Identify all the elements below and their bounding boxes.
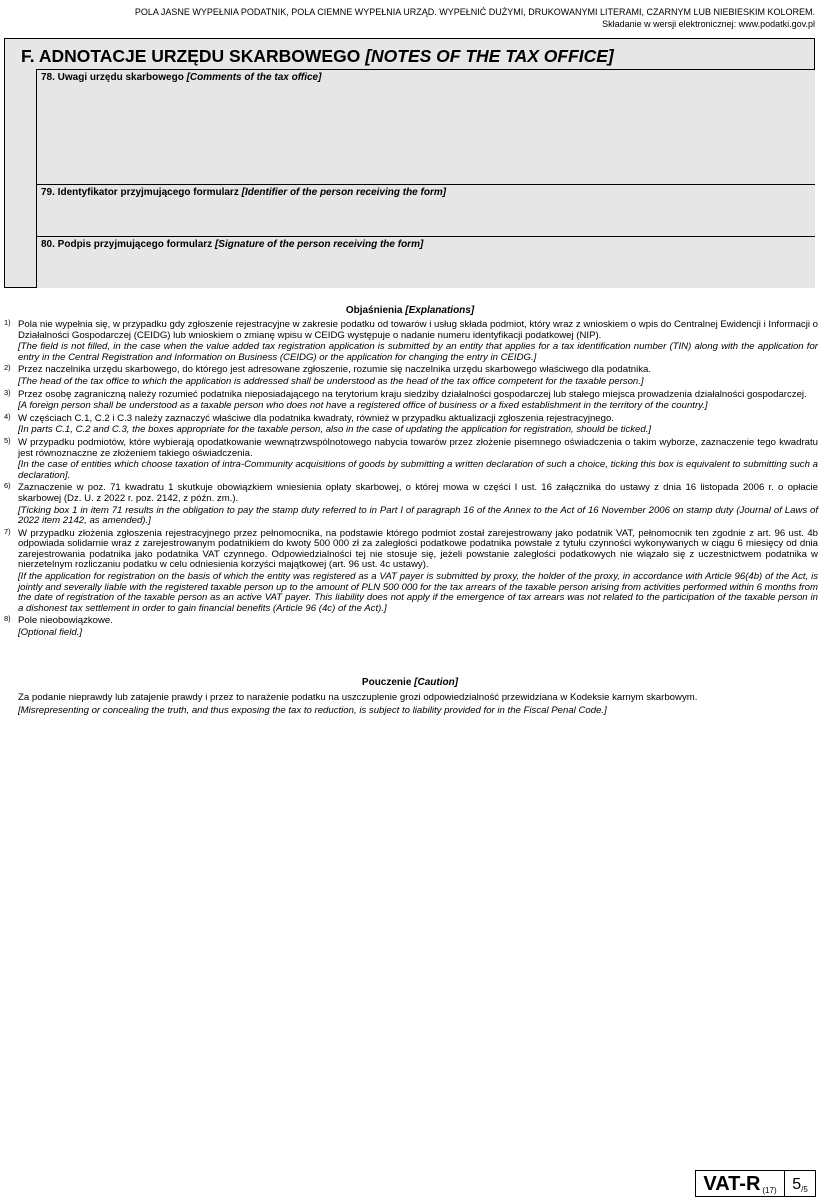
note-text-en: [A foreign person shall be understood as a taxable person who does not have a registered office of business or a fixed establishment in the territory of the country.] <box>18 400 708 412</box>
note-text-en: [Optional field.] <box>18 627 82 639</box>
form-code <box>696 1171 785 1196</box>
note-text-pl: Pola nie wypełnia się, w przypadku gdy zgłoszenie rejestracyjne w zakresie podatku od towarów i usług składa podmiot, który wraz z wnioskiem o wpis do Centralnej Ewidencji i Informacji o Działalności Gospodarczej (CEIDG) lub wnioskiem o zmianę wpisu w CEIDG występuje o nadanie numeru identyfikacji podatkowej (NIP). <box>18 319 818 341</box>
section-f <box>4 38 815 288</box>
field-79-label <box>41 187 446 198</box>
note-5 <box>4 435 818 481</box>
section-f-title-en: [NOTES OF THE TAX OFFICE] <box>365 46 614 66</box>
note-text-en: [Ticking box 1 in item 71 results in the obligation to pay the stamp duty referred to in Part I of paragraph 16 of the Annex to the Act of 16 November 2006 on stamp duty (Journal of Laws of 2022 item 2142, as amended).] <box>18 504 818 527</box>
note-text-pl: W częściach C.1, C.2 i C.3 należy zaznaczyć właściwe dla podatnika kwadraty, również w przypadku aktualizacji zgłoszenia rejestracyjnego. <box>18 412 614 424</box>
note-8 <box>4 616 818 638</box>
note-number: 8) <box>4 614 11 624</box>
section-f-title-pl: F. ADNOTACJE URZĘDU SKARBOWEGO <box>21 46 361 66</box>
note-4 <box>4 411 818 436</box>
note-number: 2) <box>4 363 11 373</box>
form-code-name: VAT-R <box>703 1173 761 1195</box>
note-2 <box>4 365 818 387</box>
note-text-en: [The head of the tax office to which the application is addressed shall be understood as the head of the tax office competent for the taxable person.] <box>18 375 644 387</box>
explanations-title-en: [Explanations] <box>405 305 475 316</box>
field-78-comments[interactable] <box>36 69 815 184</box>
field-80-label <box>41 239 423 250</box>
form-footer <box>695 1170 816 1197</box>
field-80-label-pl: 80. Podpis przyjmującego formularz <box>41 239 213 250</box>
field-79-label-en: [Identifier of the person receiving the form] <box>241 187 447 198</box>
note-text-pl: W przypadku złożenia zgłoszenia rejestracyjnego przez pełnomocnika, na podstawie którego podmiot został zarejestrowany jako podatnik VAT, pełnomocnik ten zgodnie z art. 96 ust. 4b odpowiada solidarnie wraz z zarejestrowanym podatnikiem do kwoty 500 000 zł za zaległości podatkowe podatnika powstałe z tytułu czynności wykonywanych w ciągu 6 miesięcy od dnia zarejestrowania podatnika jako podatnika VAT czynnego. Odpowiedzialności tej nie stosuje się, jeżeli powstanie zaległości podatkowych nie wiązało się z uczestnictwem podatnika w nierzetelnym rozliczaniu podatku w celu odniesienia korzyści majątkowej (art. 96 ust. 4c ustawy). <box>18 527 818 571</box>
section-f-title <box>21 46 614 67</box>
note-number: 7) <box>4 526 11 536</box>
note-text-pl: Przez naczelnika urzędu skarbowego, do którego jest adresowane zgłoszenie, rozumie się naczelnika urzędu skarbowego właściwego dla podatnika. <box>18 364 652 376</box>
page-number <box>785 1171 815 1196</box>
caution-text-en: [Misrepresenting or concealing the truth, and thus exposing the tax to reduction, is subject to liability provided for in the Fiscal Penal Code.] <box>18 705 607 716</box>
caution-title-pl: Pouczenie <box>361 677 412 688</box>
note-text-pl: Zaznaczenie w poz. 71 kwadratu 1 skutkuje obowiązkiem wniesienia opłaty skarbowej, o której mowa w części I ust. 16 załącznika do ustawy z dnia 16 listopada 2006 r. o opłacie skarbowej (Dz. U. z 2022 r. poz. 2142, z późn. zm.). <box>18 482 818 504</box>
header-electronic-filing: Składanie w wersji elektronicznej: www.podatki.gov.pl <box>602 19 815 29</box>
page-current: 5 <box>792 1176 802 1193</box>
note-number: 4) <box>4 411 11 421</box>
header-instructions: POLA JASNE WYPEŁNIA PODATNIK, POLA CIEMNE WYPEŁNIA URZĄD. WYPEŁNIĆ DUŻYMI, DRUKOWANYMI LITERAMI, CZARNYM LUB NIEBIESKIM KOLOREM. <box>134 7 815 17</box>
field-78-label-en: [Comments of the tax office] <box>186 72 322 83</box>
note-number: 3) <box>4 387 11 397</box>
note-text-en: [In parts C.1, C.2 and C.3, the boxes appropriate for the taxable person, also in the case of updating the application for registration, should be ticked.] <box>18 424 652 436</box>
note-text-pl: Pole nieobowiązkowe. <box>18 615 113 627</box>
caution-title-en: [Caution] <box>414 677 459 688</box>
note-number: 6) <box>4 481 11 491</box>
explanations-title-pl: Objaśnienia <box>345 305 403 316</box>
explanations-title <box>0 305 820 316</box>
note-number: 1) <box>4 318 11 327</box>
note-6 <box>4 483 818 526</box>
field-79-identifier[interactable] <box>36 184 815 236</box>
note-text-en: [The field is not filled, in the case when the value added tax registration application is submitted by an entity that applies for a tax identification number (TIN) along with the application for entry in the Central Registration and Information on Business (CEIDG) or the application for changing the entry in CEIDG.] <box>18 341 818 363</box>
note-7 <box>4 526 818 615</box>
field-78-label-pl: 78. Uwagi urzędu skarbowego <box>41 72 184 83</box>
page-total: /5 <box>801 1185 808 1194</box>
field-80-label-en: [Signature of the person receiving the form] <box>214 239 424 250</box>
form-code-version: (17) <box>762 1186 777 1195</box>
note-text-pl: Przez osobę zagraniczną należy rozumieć podatnika nieposiadającego na terytorium kraju siedziby działalności gospodarczej lub stałego miejsca prowadzenia działalności gospodarczej. <box>18 388 807 400</box>
explanations-notes <box>4 320 818 641</box>
field-79-label-pl: 79. Identyfikator przyjmującego formularz <box>41 187 239 198</box>
note-1 <box>4 320 818 363</box>
caution-title <box>0 677 820 688</box>
note-3 <box>4 387 818 412</box>
field-78-label <box>41 72 321 83</box>
note-text-en: [In the case of entities which choose taxation of intra-Community acquisitions of goods by submitting a written declaration of such a choice, ticking this box is equivalent to submitting such a declaration]. <box>18 459 818 481</box>
note-text-pl: W przypadku podmiotów, które wybierają opodatkowanie wewnątrzwspólnotowego nabycia towarów przez złożenie pisemnego oświadczenia o takim wyborze, zaznaczenie tego kwadratu jest równoznaczne ze złożeniem takiego oświadczenia. <box>18 436 818 459</box>
note-text-en: [If the application for registration on the basis of which the entity was registered as a VAT payer is submitted by proxy, the holder of the proxy, in accordance with Article 96(4b) of the Act, is jointly and severally liable with the registered taxable person up to the amount of PLN 500 000 for the tax arrears of the taxable person arising from activities performed within 6 months from the date of registration of the taxable person as an active VAT payer. This liability does not apply if the emergence of tax arrears was not related to the participation of the taxable person in a dishonest tax settlement in order to gain financial benefits (Article 96 (4c) of the Act).] <box>18 571 818 614</box>
field-80-signature[interactable] <box>36 236 815 288</box>
note-number: 5) <box>4 435 11 445</box>
caution-text-pl: Za podanie nieprawdy lub zatajenie prawdy i przez to narażenie podatku na uszczuplenie grozi odpowiedzialność przewidziana w Kodeksie karnym skarbowym. <box>18 692 698 703</box>
